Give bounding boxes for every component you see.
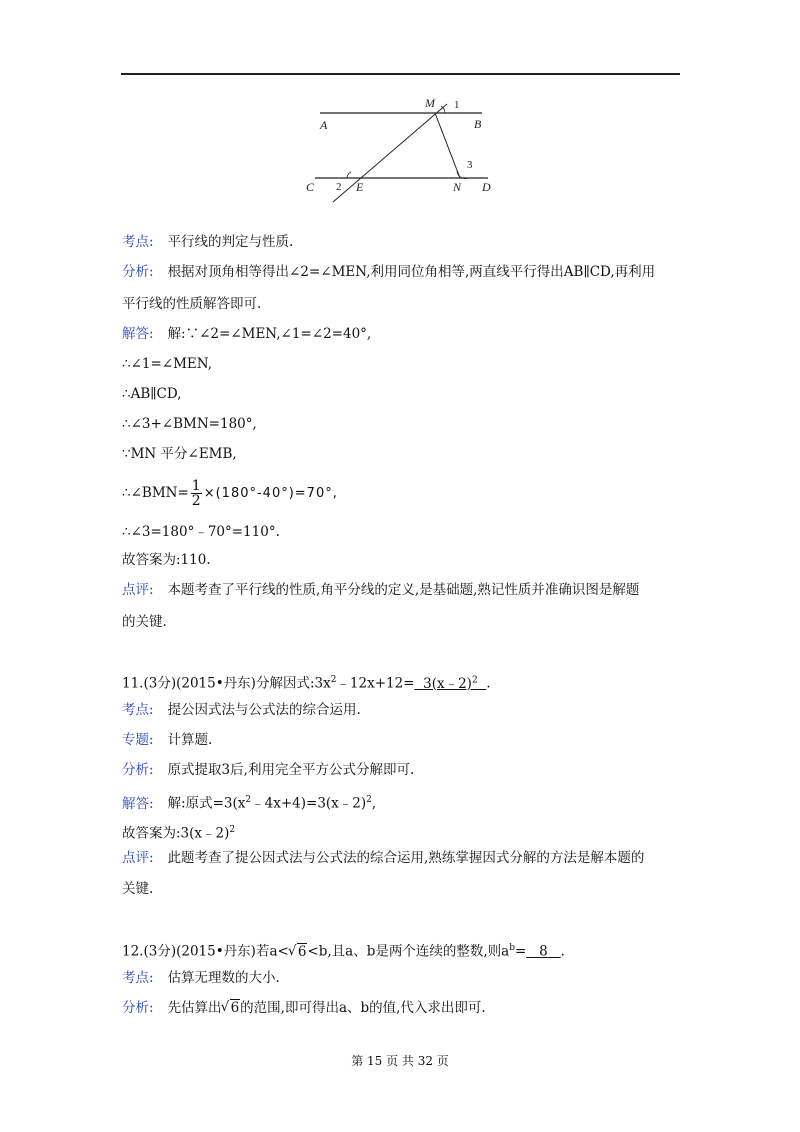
page-footer: 第 15 页 共 32 页 [351,1054,449,1068]
sqrt-six-analysis: √ 6 [222,998,241,1018]
q12-answer: 8 [539,943,548,960]
q11-answer: 3(x﹣2)$^2$ [423,675,478,692]
label-c: C [306,180,315,194]
q10-step-2: ∴AB∥CD, [122,386,182,402]
label-2: 2 [336,181,342,193]
q12-question: 12.(3分)(2015•丹东)若a<√ 6<b,且a、b是两个连续的整数,则$a^b=$ 8 . [122,938,565,962]
q10-step-4: ∵MN 平分∠EMB, [122,446,237,462]
q11-jieda: 解答: 解:原式$=3(x^2﹣4x+4)=3(x﹣2)^2$, [122,795,377,812]
q11-fenxi: 分析: 原式提取3后,利用完全平方公式分解即可. [122,762,415,778]
label-n: N [453,180,462,194]
q10-dianping-cont: 的关键. [122,614,167,630]
top-rule [121,73,680,75]
q10-kaodian: 考点: 平行线的判定与性质. [122,234,294,250]
q12-kaodian: 考点: 估算无理数的大小. [122,970,280,986]
angle-2-arc [347,172,351,178]
label-1: 1 [454,99,460,111]
transversal-me [333,104,447,202]
q10-fenxi: 分析: 根据对顶角相等得出∠2=∠MEN,利用同位角相等,两直线平行得出AB∥CD,再利用 [122,264,656,280]
q11-kaodian: 考点: 提公因式法与公式法的综合运用. [122,702,361,718]
angle-1-arc [441,106,445,113]
label-a: A [320,118,328,132]
label-3: 3 [467,159,473,171]
label-d: D [482,180,491,194]
q10-step-6: ∴∠3=180°﹣70°=110°. [122,524,280,540]
q10-dianping: 点评: 本题考查了平行线的性质,角平分线的定义,是基础题,熟记性质并准确识图是解题 [122,582,640,598]
q11-dianping: 点评: 此题考查了提公因式法与公式法的综合运用,熟练掌握因式分解的方法是解本题的 [122,850,645,866]
q10-answer: 故答案为:110. [122,552,211,568]
q10-step-1: ∴∠1=∠MEN, [122,356,213,372]
q11-result: 故答案为:3(x﹣2)$^2$ [122,825,236,842]
q10-jieda: 解答: 解:∵∠2=∠MEN,∠1=∠2=40°, [122,326,372,342]
segment-mn [435,113,460,178]
q10-fenxi-cont: 平行线的性质解答即可. [122,296,262,312]
label-b: B [474,117,482,131]
q10-step-3: ∴∠3+∠BMN=180°, [122,416,257,432]
q11-dianping-cont: 关键. [122,881,154,897]
sqrt-six: √ 6 [289,942,308,962]
q11-question: 11.(3分)(2015•丹东)分解因式$:3x^2﹣12x+12=$ 3(x﹣2)$^2$ . [122,675,491,692]
q10-step-5: ∴∠BMN= $\frac{1}{2}$ ×(180°-40°)=70°, [122,478,338,509]
parallel-lines-figure [295,92,510,207]
label-m: M [425,96,435,110]
q11-zhuanti: 专题: 计算题. [122,732,213,748]
label-e: E [356,180,364,194]
q12-fenxi: 分析: 先估算出√ 6的范围,即可得出a、b的值,代入求出即可. [122,998,486,1018]
fraction-one-half: $\frac{1}{2}$ [191,478,201,509]
